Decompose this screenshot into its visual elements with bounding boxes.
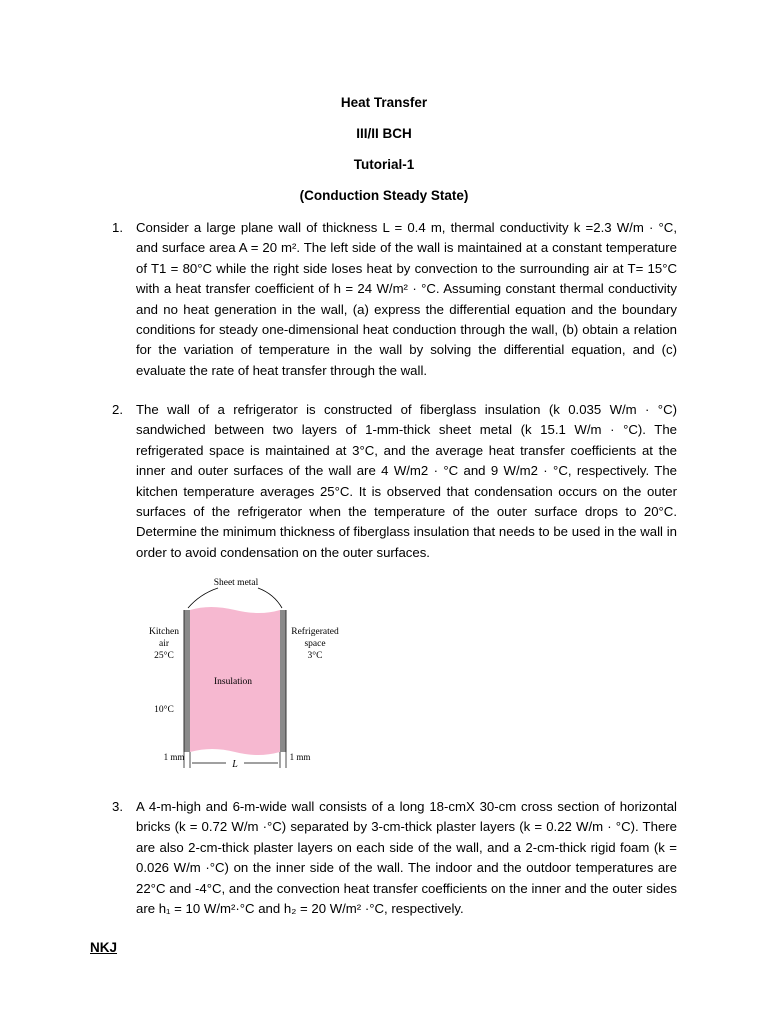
- problem-3: [112, 797, 677, 919]
- problem-number: 2.: [112, 402, 123, 417]
- kitchen-label-line2: air: [158, 639, 170, 649]
- refrigerated-temp-label: 3°C: [307, 651, 323, 661]
- topic-label: (Conduction Steady State): [299, 188, 469, 203]
- refrigerated-label-line2: space: [304, 639, 326, 649]
- problem-text: The wall of a refrigerator is constructed of fiberglass insulation (k 0.035 W/m · °C) sandwiched between two layers of 1-mm-thick sheet metal (k 15.1 W/m · °C). The refrigerated space is maintained at 3°C, and the average heat transfer coefficients at the inner and outer surfaces of the wall are 4 W/m2 · °C and 9 W/m2 · °C, respectively. The kitchen temperature averages 25°C. It is observed that condensation occurs on the outer surfaces of the refrigerator when the temperature of the outer surface drops to 20°C. Determine the minimum thickness of fiberglass insulation that needs to be used in the wall in order to avoid condensation on the outer surfaces.: [136, 402, 677, 560]
- problem-number: 3.: [112, 799, 123, 814]
- problem-number: 1.: [112, 220, 123, 235]
- kitchen-label-line1: Kitchen: [148, 627, 180, 637]
- length-label: L: [232, 759, 238, 770]
- document-title: Heat Transfer: [340, 95, 428, 110]
- wall-diagram: [140, 572, 360, 772]
- problem-text: A 4-m-high and 6-m-wide wall consists of a long 18-cmX 30-cm cross section of horizontal bricks (k = 0.72 W/m ·°C) separated by 3-cm-thick plaster layers (k = 0.22 W/m · °C). There are also 2-cm-thick plaster layers on each side of the wall, and a 2-cm-thick rigid foam (k = 0.026 W/m ·°C) on the inner side of the wall. The indoor and the outdoor temperatures are 22°C and -4°C, and the convection heat transfer coefficients on the inner and the outer sides are h₁ = 10 W/m²·°C and h₂ = 20 W/m² ·°C, respectively.: [136, 799, 677, 917]
- refrigerated-label-line1: Refrigerated: [291, 627, 339, 637]
- sheet-metal-label: Sheet metal: [213, 578, 259, 588]
- class-label: III/II BCH: [356, 126, 412, 141]
- refrigerator-wall-figure: [140, 572, 360, 772]
- right-thickness-label: 1 mm: [289, 752, 311, 762]
- outer-surface-temp-label: 10°C: [154, 705, 174, 715]
- sheet-metal-pointer-left: [188, 588, 218, 608]
- problem-2: [112, 400, 677, 563]
- left-thickness-label: 1 mm: [163, 752, 185, 762]
- problem-1: [112, 218, 677, 381]
- problem-text: Consider a large plane wall of thickness L = 0.4 m, thermal conductivity k =2.3 W/m · °C, and surface area A = 20 m². The left side of the wall is maintained at a constant temperature of T1 = 80°C while the right side loses heat by convection to the surrounding air at T= 15°C with a heat transfer coefficient of h = 24 W/m² · °C. Assuming constant thermal conductivity and no heat generation in the wall, (a) express the differential equation and the boundary conditions for steady one-dimensional heat conduction through the wall, (b) obtain a relation for the variation of temperature in the wall by solving the differential equation, and (c) evaluate the rate of heat transfer through the wall.: [136, 220, 677, 378]
- left-sheet-metal: [184, 610, 190, 752]
- tutorial-label: Tutorial-1: [353, 157, 415, 172]
- insulation-label: Insulation: [214, 677, 252, 687]
- author-initials: NKJ: [90, 940, 118, 955]
- kitchen-temp-label: 25°C: [154, 651, 174, 661]
- sheet-metal-pointer-right: [258, 588, 282, 608]
- right-sheet-metal: [280, 610, 286, 752]
